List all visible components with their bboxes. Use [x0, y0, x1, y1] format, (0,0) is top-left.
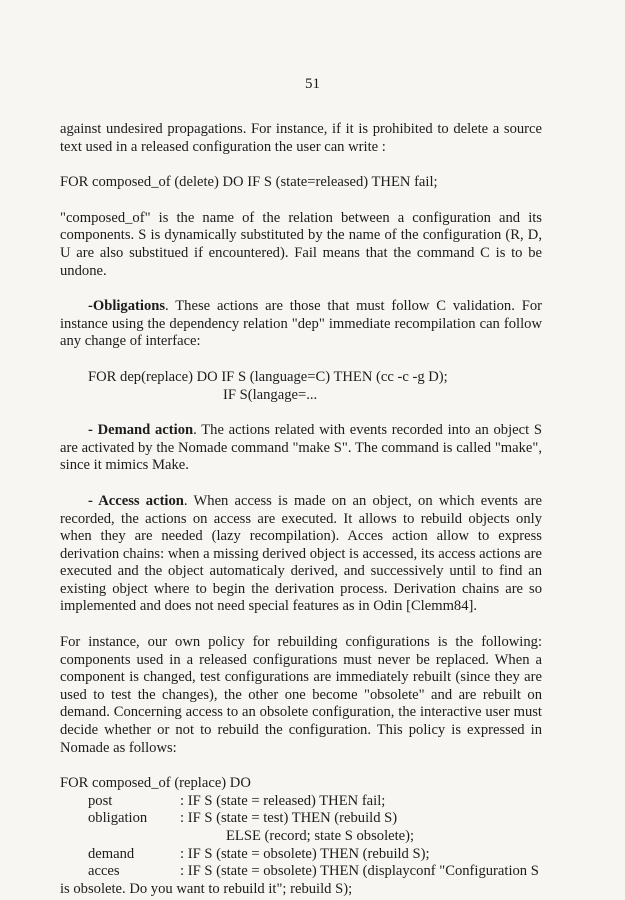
code-dep-rule-line1: FOR dep(replace) DO IF S (language=C) THEN (cc -c -g D); — [88, 368, 448, 385]
page-body — [60, 121, 542, 898]
paragraph-propagation: against undesired propagations. For instance, if it is prohibited to delete a source text used in a released configuration the user can write : — [60, 121, 542, 155]
policy-value: : IF S (state = test) THEN (rebuild S) — [180, 810, 398, 827]
paragraph-demand-action — [60, 422, 542, 475]
policy-code-block — [60, 775, 542, 898]
policy-row-obligation — [60, 810, 542, 828]
obligations-text: . These actions are those that must follow C validation. For instance using the dependency relation "dep" immediate recompilation can follow any change of interface: — [60, 298, 542, 350]
policy-row-demand — [60, 846, 542, 864]
policy-key: obligation — [88, 810, 148, 827]
policy-key: demand — [88, 845, 135, 862]
policy-key: acces — [88, 863, 120, 880]
obligations-heading: -Obligations — [88, 298, 166, 315]
access-heading: - Access action — [88, 492, 184, 509]
paragraph-obligations — [60, 298, 542, 351]
policy-key: post — [88, 792, 113, 809]
policy-value: : IF S (state = obsolete) THEN (displayconf "Configuration S — [180, 863, 539, 880]
policy-code-header: FOR composed_of (replace) DO — [60, 775, 251, 792]
paragraph-composed-of: "composed_of" is the name of the relation between a configuration and its components. S is dynamically substituted by the name of the configuration (R, D, U are also substitued if encountered). Fail means that the command C is to be undone. — [60, 209, 542, 279]
policy-else-line: ELSE (record; state S obsolete); — [226, 828, 415, 844]
code-dep-rule-line2: IF S(langage=... — [223, 386, 318, 403]
access-text: . When access is made on an object, on which events are recorded, the actions on access are executed. It allows to rebuild objects only when they are needed (lazy recompilation). Acces action allow to express derivation chains: when a missing derived object is accessed, its access actions are executed and the object automaticaly derived, and successively until to find an existing object where to begin the derivation process. Derivation chains are so implemented and does not need special features as in Odin [Clemm84]. — [60, 492, 542, 615]
demand-heading: - Demand action — [88, 422, 194, 439]
page-number: 51 — [305, 76, 320, 92]
code-delete-rule: FOR composed_of (delete) DO IF S (state=released) THEN fail; — [60, 174, 438, 191]
policy-row-acces — [60, 863, 542, 881]
demand-text: . The actions related with events recorded into an object S are activated by the Nomade command "make S". The command is called "make", since it mimics Make. — [60, 422, 542, 474]
paragraph-rebuild-policy: For instance, our own policy for rebuilding configurations is the following: components used in a released configurations must never be replaced. When a component is changed, test configurations are immediately rebuilt (since they are used to test the changes), the other one become "obsolete" and are rebuilt on demand. Concerning access to an obsolete configuration, the interactive user must decide whether or not to rebuild the configuration. This policy is expressed in Nomade as follows: — [60, 634, 542, 756]
policy-row-post — [60, 793, 542, 811]
policy-value: : IF S (state = released) THEN fail; — [180, 792, 386, 809]
policy-code-tail: is obsolete. Do you want to rebuild it"; rebuild S); — [60, 880, 353, 897]
policy-value: : IF S (state = obsolete) THEN (rebuild S); — [180, 845, 430, 862]
paragraph-access-action — [60, 493, 542, 616]
